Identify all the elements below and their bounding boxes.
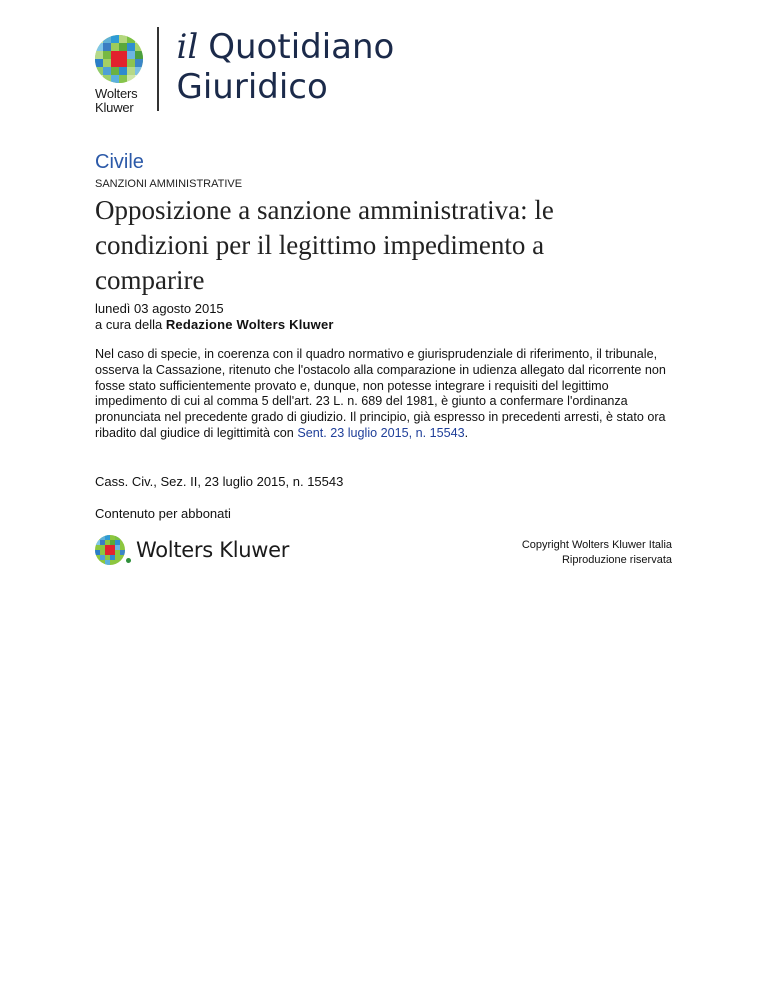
copyright-line2: Riproduzione riservata	[561, 554, 672, 566]
author-name: Redazione Wolters Kluwer	[165, 317, 334, 332]
masthead-divider	[157, 27, 159, 111]
registered-dot-icon	[126, 558, 131, 563]
brand-line1: Quotidiano	[208, 27, 395, 67]
masthead	[95, 27, 395, 115]
copyright-notice	[522, 538, 672, 568]
wolters-kluwer-mosaic-icon	[95, 35, 143, 83]
brand-line2: Giuridico	[176, 67, 328, 107]
article-body	[95, 347, 680, 442]
subscribers-note: Contenuto per abbonati	[95, 506, 231, 521]
article-date: lunedì 03 agosto 2015	[95, 301, 224, 316]
article-author	[95, 317, 334, 332]
category-label: SANZIONI AMMINISTRATIVE	[95, 178, 243, 190]
body-end: .	[464, 425, 469, 440]
section-label[interactable]: Civile	[95, 151, 144, 173]
body-text: Nel caso di specie, in coerenza con il quadro normativo e giurisprudenziale di riferimento, il tribunale, osserva la Cassazione, ritenuto che l'ostacolo alla comparazione in udienza allegato dal ricorrente non fosse stato sufficientemente provato e, dunque, non potesse integrare i requisiti del legittimo impedimento di cui al comma 5 dell'art. 23 L. n. 689 del 1981, è giunto a confermare l'ordinanza pronunciata nel precedente grado di giudizio. Il principio, già espresso in precedenti arresti, è stato ora ribadito dal giudice di legittimità con	[95, 347, 666, 440]
wolters-kluwer-logo-text	[95, 87, 137, 115]
copyright-line1: Copyright Wolters Kluwer Italia	[521, 539, 672, 551]
author-prefix: a cura della	[95, 317, 166, 332]
article-title: Opposizione a sanzione amministrativa: le condizioni per il legittimo impedimento a comparire	[95, 195, 554, 295]
quotidiano-giuridico-brand[interactable]	[177, 27, 395, 107]
logo-line2: Kluwer	[95, 100, 134, 115]
wolters-kluwer-logo[interactable]	[95, 27, 147, 115]
footer-wolters-kluwer-logo[interactable]	[95, 535, 289, 565]
logo-line1: Wolters	[95, 86, 138, 101]
brand-il: il	[176, 27, 199, 67]
sentence-link[interactable]: Sent. 23 luglio 2015, n. 15543	[297, 425, 465, 440]
citation: Cass. Civ., Sez. II, 23 luglio 2015, n. 15543	[95, 474, 344, 489]
footer-mosaic-icon	[95, 535, 125, 565]
footer-logo-text: Wolters Kluwer	[136, 538, 290, 562]
